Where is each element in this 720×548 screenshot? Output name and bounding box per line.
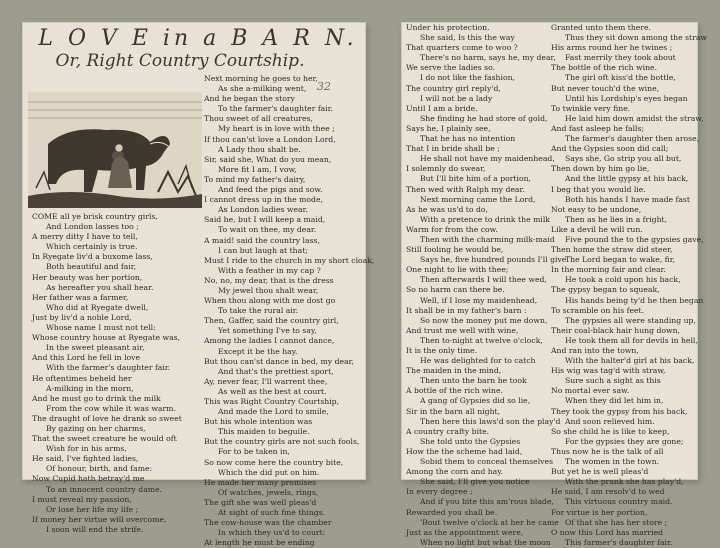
verse-line: Both his hands I have made fast: [565, 194, 690, 204]
verse-line: As London ladies wear.: [218, 205, 308, 215]
verse-line: To the farmer's daughter fair.: [218, 104, 333, 114]
verse-line: Thou sweet of all creatures,: [204, 114, 313, 124]
verse-line: How the the scheme had laid,: [406, 446, 523, 456]
verse-line: Her father was a farmer,: [32, 292, 129, 302]
verse-line: And that's the prettiest sport,: [218, 366, 334, 376]
verse-line: And this Lord he fell in love: [32, 353, 141, 363]
verse-line: The Lord began to wake, fir,: [565, 255, 676, 265]
verse-line: Of that she has her store ;: [565, 517, 668, 527]
verse-line: This was Right Country Courtship,: [204, 397, 340, 406]
verse-line: He shall not have my maidenhead,: [420, 154, 555, 164]
verse-line: 'Bout twelve o'clock at her he came: [420, 517, 559, 527]
verse-column-left-a: [32, 212, 202, 534]
verse-line: From the cow while it was warm.: [46, 403, 176, 413]
verse-line: And trust me well with wine,: [406, 325, 519, 335]
verse-line: When no light but what the moon: [420, 537, 551, 547]
verse-line: Says he, I plainly see,: [406, 123, 491, 133]
verse-line: Then afterwards I will thee wed,: [420, 275, 547, 285]
verse-line: I can but laugh at that;: [218, 245, 308, 255]
verse-line: Rewarded you shall be.: [406, 507, 498, 517]
verse-line: Whose name I must not tell:: [46, 323, 156, 333]
verse-line: A-milking in the morn,: [46, 383, 134, 393]
verse-line: The country girl reply'd,: [406, 83, 501, 93]
verse-line: More fit I am, I vow,: [218, 164, 297, 174]
verse-line: I cannot dress up in the mode,: [204, 195, 323, 205]
verse-line: Then unto the barn he took: [420, 376, 527, 386]
verse-line: Just as the appointment were,: [406, 527, 524, 537]
verse-line: And the Gypsies soon did call;: [551, 144, 669, 154]
verse-line: She told unto the Gypsies: [420, 436, 521, 446]
verse-line: I beg that you would lie.: [551, 184, 646, 194]
verse-line: He said, I am resolv'd to wed: [551, 487, 665, 497]
verse-line: I soon will end the strife.: [46, 524, 144, 534]
verse-line: The bottle of the rich wine.: [551, 63, 658, 73]
verse-line: She said, Is this the way: [420, 33, 515, 43]
verse-line: And soon relieved him.: [565, 416, 655, 426]
verse-line: Then down by him go lie,: [551, 164, 650, 174]
verse-line: To scramble on his feet.: [551, 305, 645, 315]
verse-line: In every degree ;: [406, 487, 473, 497]
verse-line: This virtuous country maid.: [565, 497, 673, 507]
verse-line: Whose country house at Ryegate was,: [32, 333, 181, 343]
verse-line: Their coal-black hair hung down,: [551, 325, 681, 335]
verse-line: He made her many promises: [204, 477, 317, 487]
verse-line: Her beauty was her portion,: [32, 272, 143, 282]
verse-line: And if you bite this am'rous blade,: [420, 497, 554, 507]
verse-line: Until I am a bride.: [406, 103, 478, 113]
verse-line: I do not like the fashion,: [420, 73, 515, 83]
verse-line: The gypsies all were standing up,: [565, 315, 696, 325]
verse-line: In Ryegate liv'd a buxome lass,: [32, 252, 153, 262]
verse-line: Sobid them to conceal themselves: [420, 457, 554, 467]
verse-line: But his whole intention was: [204, 417, 313, 427]
verse-line: At length he must be ending: [204, 538, 315, 548]
verse-line: Yet something I've to say,: [218, 326, 317, 336]
verse-line: And made the Lord to smile,: [218, 407, 329, 417]
verse-line: A maid! said the country lass,: [204, 235, 320, 245]
verse-line: Until his Lordship's eyes began: [565, 93, 688, 103]
verse-line: As hereafter you shall hear.: [46, 282, 154, 292]
verse-line: With a pretence to drink the milk: [420, 214, 550, 224]
verse-line: That he has no intention: [420, 134, 516, 144]
verse-line: Just by liv'd a noble Lord,: [32, 312, 132, 322]
verse-line: Then here this laws'd son the play'd: [420, 416, 561, 426]
verse-line: Which certainly is true.: [46, 242, 138, 252]
verse-line: Warm for from the cow.: [406, 224, 498, 234]
verse-line: But the country girls are not such fools,: [204, 437, 360, 447]
verse-line: But yet he is well pleas'd: [551, 467, 649, 477]
verse-line: He oftentimes beheld her: [32, 373, 132, 383]
verse-line: And he began the story: [204, 94, 295, 104]
verse-line: She finding he had store of gold,: [420, 113, 548, 123]
verse-line: With the farmer's daughter fair.: [46, 363, 171, 373]
verse-line: Fast merrily they took about: [565, 53, 676, 63]
verse-line: As well as the best at court.: [218, 386, 327, 396]
verse-line: Then, Gaffer, said the country girl,: [204, 316, 339, 326]
verse-line: So no harm can there be.: [406, 285, 505, 295]
verse-line: Among the ladies I cannot dance,: [204, 336, 335, 346]
verse-line: They took the gypsy from his back,: [551, 406, 688, 416]
verse-line: Not easy to be undone,: [551, 204, 642, 214]
verse-line: Except it be the hay.: [218, 346, 298, 356]
verse-line: Next morning he goes to her,: [204, 74, 318, 83]
verse-line: We serve the ladies so.: [406, 63, 496, 73]
verse-line: But I'll bite him of a portion,: [420, 174, 531, 184]
verse-line: The gypsy began to squeak,: [551, 285, 660, 295]
verse-line: Granted unto them there.: [551, 23, 651, 32]
verse-line: As he was us'd to do,: [406, 204, 488, 214]
verse-line: Still fooling he would be,: [406, 245, 504, 255]
verse-line: Like a devil he will run.: [551, 224, 643, 234]
verse-line: With a feather in my cap ?: [218, 265, 321, 275]
verse-line: Then wed with Ralph my dear.: [406, 184, 525, 194]
verse-line: Of honour, birth, and fame:: [46, 464, 153, 474]
verse-line: My heart is in love with thee ;: [218, 124, 335, 134]
verse-line: The gift she was well pleas'd: [204, 497, 317, 507]
verse-line: As she a-milking went,: [218, 84, 307, 94]
verse-line: When thou along with me dost go: [204, 296, 336, 306]
verse-line: Who did at Ryegate dwell,: [46, 302, 149, 312]
verse-line: If money her virtue will overcome,: [32, 514, 167, 524]
verse-line: The women in the town.: [565, 457, 660, 467]
verse-line: Or lose her life my life ;: [46, 504, 139, 514]
verse-line: By gazing on her charms,: [46, 423, 146, 433]
verse-line: The draught of love he drank so sweet: [32, 413, 182, 423]
verse-line: To an innocent country dame.: [46, 484, 163, 494]
verse-line: And he must go to drink the milk: [32, 393, 161, 403]
verse-line: To mind my father's dairy,: [204, 174, 306, 184]
verse-line: Sir in the barn all night,: [406, 406, 501, 416]
verse-line: He said, I've fighted ladies,: [32, 454, 139, 464]
verse-line: Five pound the to the gypsies gave,: [565, 234, 704, 244]
verse-line: One night to lie with thee;: [406, 265, 509, 275]
verse-line: Then to-night at twelve o'clock,: [420, 335, 543, 345]
verse-line: Then as he lies in a fright,: [565, 214, 668, 224]
verse-line: His hands being ty'd he then began: [565, 295, 704, 305]
verse-line: Says he, five hundred pounds I'll give: [420, 255, 567, 265]
verse-line: And fast asleep he falls;: [551, 123, 645, 133]
verse-line: He was delighted for to catch: [420, 356, 536, 366]
verse-line: The cow-house was the chamber: [204, 518, 332, 528]
verse-line: No, no, my dear, that is the dress: [204, 275, 334, 285]
broadside-right-page: [401, 22, 707, 547]
verse-line: Among the corn and hay.: [406, 467, 504, 477]
verse-line: At sight of such fine things.: [218, 508, 326, 518]
verse-line: That quarters come to woo ?: [406, 43, 518, 53]
verse-line: This farmer's daughter fair.: [565, 537, 673, 547]
verse-line: To take the rural air.: [218, 306, 299, 316]
verse-line: In the morning fair and clear.: [551, 265, 666, 275]
verse-line: Must I ride to the church in my short cloak,: [204, 255, 375, 265]
verse-line: For the gypsies they are gone;: [565, 436, 684, 446]
verse-line: It is the only time.: [406, 346, 478, 355]
verse-line: A gang of Gypsies did so lie,: [420, 396, 531, 406]
verse-line: For virtue is her portion,: [551, 507, 648, 517]
verse-line: Wish for in his arms,: [46, 444, 127, 454]
verse-line: My jewel thou shalt wear,: [218, 285, 319, 295]
verse-line: So now come here the country bite,: [204, 457, 344, 467]
verse-line: His wig was tag'd with straw,: [551, 366, 666, 376]
verse-line: Of watches, jewels, rings,: [218, 487, 319, 497]
verse-line: That the sweet creature he would oft: [32, 434, 177, 444]
verse-line: She said, I'll give you notice: [420, 477, 530, 487]
woodcut-illustration: [28, 92, 202, 208]
verse-column-right-b: [551, 23, 707, 547]
verse-line: And London lasses too ;: [46, 222, 139, 232]
verse-line: Thus now he is the talk of all: [551, 446, 664, 456]
verse-line: He laid him down amidst the straw,: [565, 113, 704, 123]
verse-line: Which the did put on him.: [218, 467, 320, 477]
verse-line: I solemnly do swear,: [406, 164, 486, 174]
verse-line: I must reveal my passion,: [32, 494, 132, 504]
verse-line: Sir, said she, What do you mean,: [204, 154, 332, 164]
verse-line: So now the money put me down,: [420, 315, 548, 325]
verse-line: The farmer's daughter then arose,: [565, 134, 700, 144]
verse-line: Said he, but I will keep a maid,: [204, 215, 326, 225]
verse-line: And the little gypsy at his back,: [565, 174, 689, 184]
verse-line: To twinkle very fine.: [551, 103, 631, 113]
verse-line: With the halter'd girl at his back,: [565, 356, 695, 366]
verse-line: But thou can'st dance in bed, my dear,: [204, 356, 354, 366]
handwritten-page-number: 32: [317, 80, 331, 93]
verse-line: He took a cold upon his back,: [565, 275, 681, 285]
verse-line: Under his protection.: [406, 23, 490, 32]
broadside-left-page: [22, 22, 375, 548]
verse-line: For to be taken in,: [218, 447, 290, 457]
verse-line: A Lady thou shalt be.: [218, 144, 301, 154]
verse-line: But never touch'd the wine,: [551, 83, 660, 93]
verse-line: Now Cupid hath betray'd me: [32, 474, 145, 484]
verse-line: The girl oft kiss'd the bottle,: [565, 73, 676, 83]
verse-line: Both beautiful and fair,: [46, 262, 137, 272]
verse-line: The maiden in the mind,: [406, 366, 502, 376]
verse-line: A merry ditty I have to tell,: [32, 232, 138, 242]
verse-line: When they did let him in,: [565, 396, 664, 406]
verse-line: His arms round her he twines ;: [551, 43, 673, 53]
verse-line: And ran into the town,: [551, 346, 639, 355]
verse-line: It shall be in my father's barn :: [406, 305, 527, 315]
verse-line: If thou can'st love a London Lord,: [204, 134, 336, 144]
verse-column-right-a: [406, 23, 567, 547]
ballad-title: L O V E in a B A R N.: [38, 26, 358, 51]
verse-line: And feed the pigs and sow.: [218, 185, 323, 195]
verse-line: Sure such a sight as this: [565, 376, 661, 386]
verse-line: That I in bride shall be ;: [406, 144, 500, 154]
verse-line: In which they us'd to court:: [218, 528, 326, 538]
verse-line: No mortal ever saw.: [551, 386, 630, 396]
verse-line: Says she, Go strip you all but,: [565, 154, 682, 164]
ballad-subtitle: Or, Right Country Courtship.: [55, 51, 305, 71]
verse-line: Well, if I lose my maidenhead,: [420, 295, 538, 305]
verse-line: Thus they sit down among the straw: [565, 33, 707, 43]
verse-line: He took them all for devils in hell,: [565, 335, 698, 345]
verse-line: So she child he is like to keep,: [551, 426, 670, 436]
verse-line: A country crafty bite.: [406, 426, 490, 436]
verse-line: To wait on thee, my dear.: [218, 225, 317, 235]
verse-line: I will not be a lady: [420, 93, 493, 103]
verse-line: With the prank she has play'd,: [565, 477, 684, 487]
verse-line: O now this Lord has married: [551, 527, 664, 537]
verse-line: There's no harm, says he, my dear,: [420, 53, 556, 63]
verse-line: This maiden to beguile.: [218, 427, 310, 437]
verse-line: Then with the charming milk-maid: [420, 234, 555, 244]
verse-line: A bottle of the rich wine.: [406, 386, 503, 396]
verse-line: Then home the straw did steer,: [551, 245, 673, 255]
verse-column-left-b: [204, 74, 375, 548]
verse-line: Ay, never fear, I'll warrent thee,: [204, 376, 328, 386]
verse-line: Next morning came the Lord,: [420, 194, 536, 204]
verse-line: In the sweet pleasant air,: [46, 343, 145, 353]
verse-line: COME all ye brisk country girls,: [32, 212, 158, 221]
